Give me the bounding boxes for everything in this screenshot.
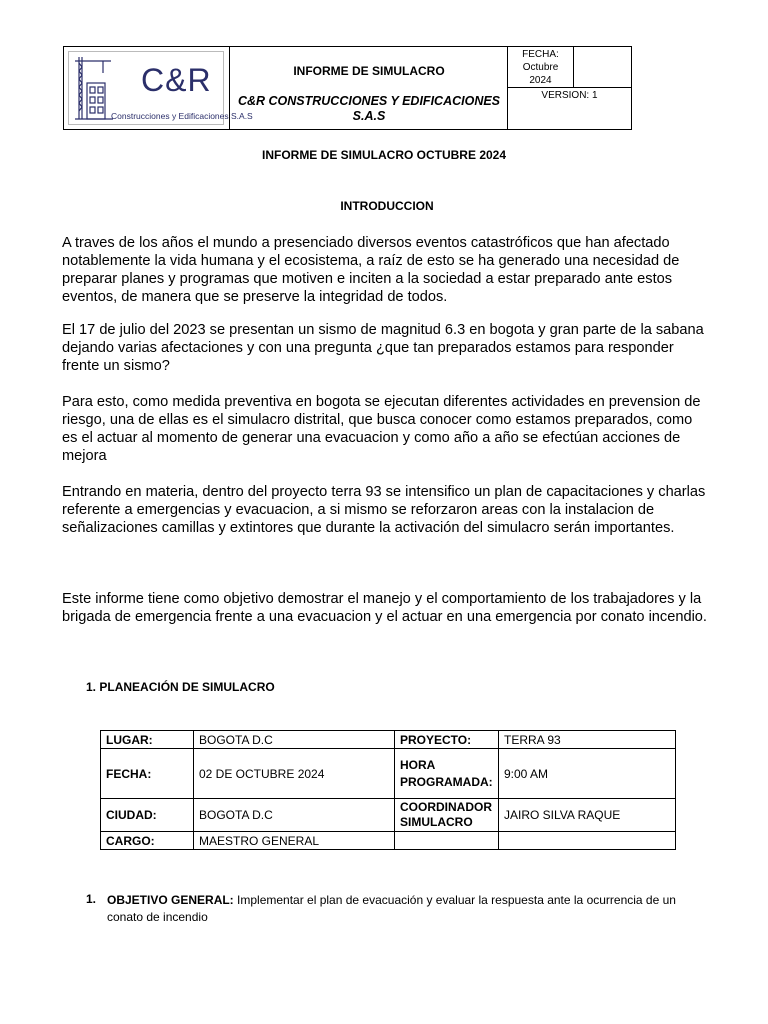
objetivo-number: 1. <box>86 892 97 906</box>
logo-cell <box>64 47 253 129</box>
company-logo <box>68 51 253 125</box>
coordinador-value: JAIRO SILVA RAQUE <box>499 799 676 832</box>
lugar-value: BOGOTA D.C <box>194 731 395 749</box>
doc-title: INFORME DE SIMULACRO <box>293 64 445 78</box>
empty-cell <box>499 832 676 850</box>
fecha-row-value: 02 DE OCTUBRE 2024 <box>194 749 395 799</box>
table-row <box>101 799 676 832</box>
intro-paragraph-4: Entrando en materia, dentro del proyecto terra 93 se intensifico un plan de capacitaciones y charlas referente a emergencias y evacuacion, a si mismo se reforzaron areas con la instalacion de señalizaciones camillas y extintores que durante la activación del simulacro serán importantes. <box>62 484 706 536</box>
proyecto-value: TERRA 93 <box>499 731 676 749</box>
table-row <box>101 749 676 799</box>
fecha-cell <box>508 47 574 88</box>
lugar-label: LUGAR: <box>101 731 194 749</box>
document-header <box>63 46 632 130</box>
section-heading <box>86 680 275 694</box>
fecha-year: 2024 <box>529 75 552 86</box>
ciudad-value: BOGOTA D.C <box>194 799 395 832</box>
objetivo-text: Implementar el plan de evacuación y evaluar la respuesta ante la ocurrencia de un conato de incendio <box>107 893 676 924</box>
planning-table <box>100 730 676 850</box>
fecha-row-label: FECHA: <box>101 749 194 799</box>
coordinador-label-line1: COORDINADOR <box>400 800 492 814</box>
empty-cell <box>395 832 499 850</box>
cargo-value: MAESTRO GENERAL <box>194 832 395 850</box>
coordinador-label-line2: SIMULACRO <box>400 815 473 829</box>
logo-tagline: Construcciones y Edificaciones S.A.S <box>111 111 253 121</box>
logo-brand: C&R <box>141 62 212 98</box>
ciudad-label: CIUDAD: <box>101 799 194 832</box>
main-title: INFORME DE SIMULACRO OCTUBRE 2024 <box>261 148 507 162</box>
table-row <box>101 731 676 749</box>
intro-paragraph-3: Para esto, como medida preventiva en bogota se ejecutan diferentes actividades en prevension de riesgo, una de ellas es el simulacro distrital, que busca conocer como estamos preparados, como es el actuar al momento de generar una evacuacion y como año a año se efectúan acciones de mejora <box>62 394 701 464</box>
fecha-empty-cell <box>574 47 631 88</box>
fecha-label: FECHA: <box>522 49 559 60</box>
hora-label-line1: HORA <box>400 757 436 772</box>
section-number: 1. <box>86 680 97 694</box>
cargo-label: CARGO: <box>101 832 194 850</box>
hora-value: 9:00 AM <box>499 749 676 799</box>
version-cell: VERSION: 1 <box>541 90 598 101</box>
table-row <box>101 832 676 850</box>
title-cell <box>230 47 508 129</box>
hora-label-line2: PROGRAMADA: <box>400 774 493 789</box>
objetivo-label: OBJETIVO GENERAL: <box>107 893 234 907</box>
coordinador-label <box>395 799 499 832</box>
company-name: C&R CONSTRUCCIONES Y EDIFICACIONES S.A.S <box>237 94 501 123</box>
intro-paragraph-5: Este informe tiene como objetivo demostrar el manejo y el comportamiento de los trabajadores y la brigada de emergencia frente a una evacuacion y el actuar en una emergencia por conato incendio. <box>62 591 707 625</box>
fecha-month: Octubre <box>522 62 559 73</box>
proyecto-label: PROYECTO: <box>395 731 499 749</box>
intro-heading: INTRODUCCION <box>340 199 434 213</box>
objetivo-general <box>107 892 697 926</box>
intro-paragraph-2: El 17 de julio del 2023 se presentan un sismo de magnitud 6.3 en bogota y gran parte de la sabana dejando varias afectaciones y con una pregunta ¿que tan preparados estamos para responder frente un sismo? <box>62 322 704 374</box>
intro-paragraph-1: A traves de los años el mundo a presenciado diversos eventos catastróficos que han afectado notablemente la vida humana y el ecosistema, a raíz de esto se ha generado una necesidad de preparar planes y programas que motiven e inciten a la sociedad a estar preparado ante estos eventos, de manera que se preserve la integridad de todos. <box>62 235 680 305</box>
hora-label <box>395 749 499 799</box>
section-title: PLANEACIÓN DE SIMULACRO <box>99 680 275 694</box>
